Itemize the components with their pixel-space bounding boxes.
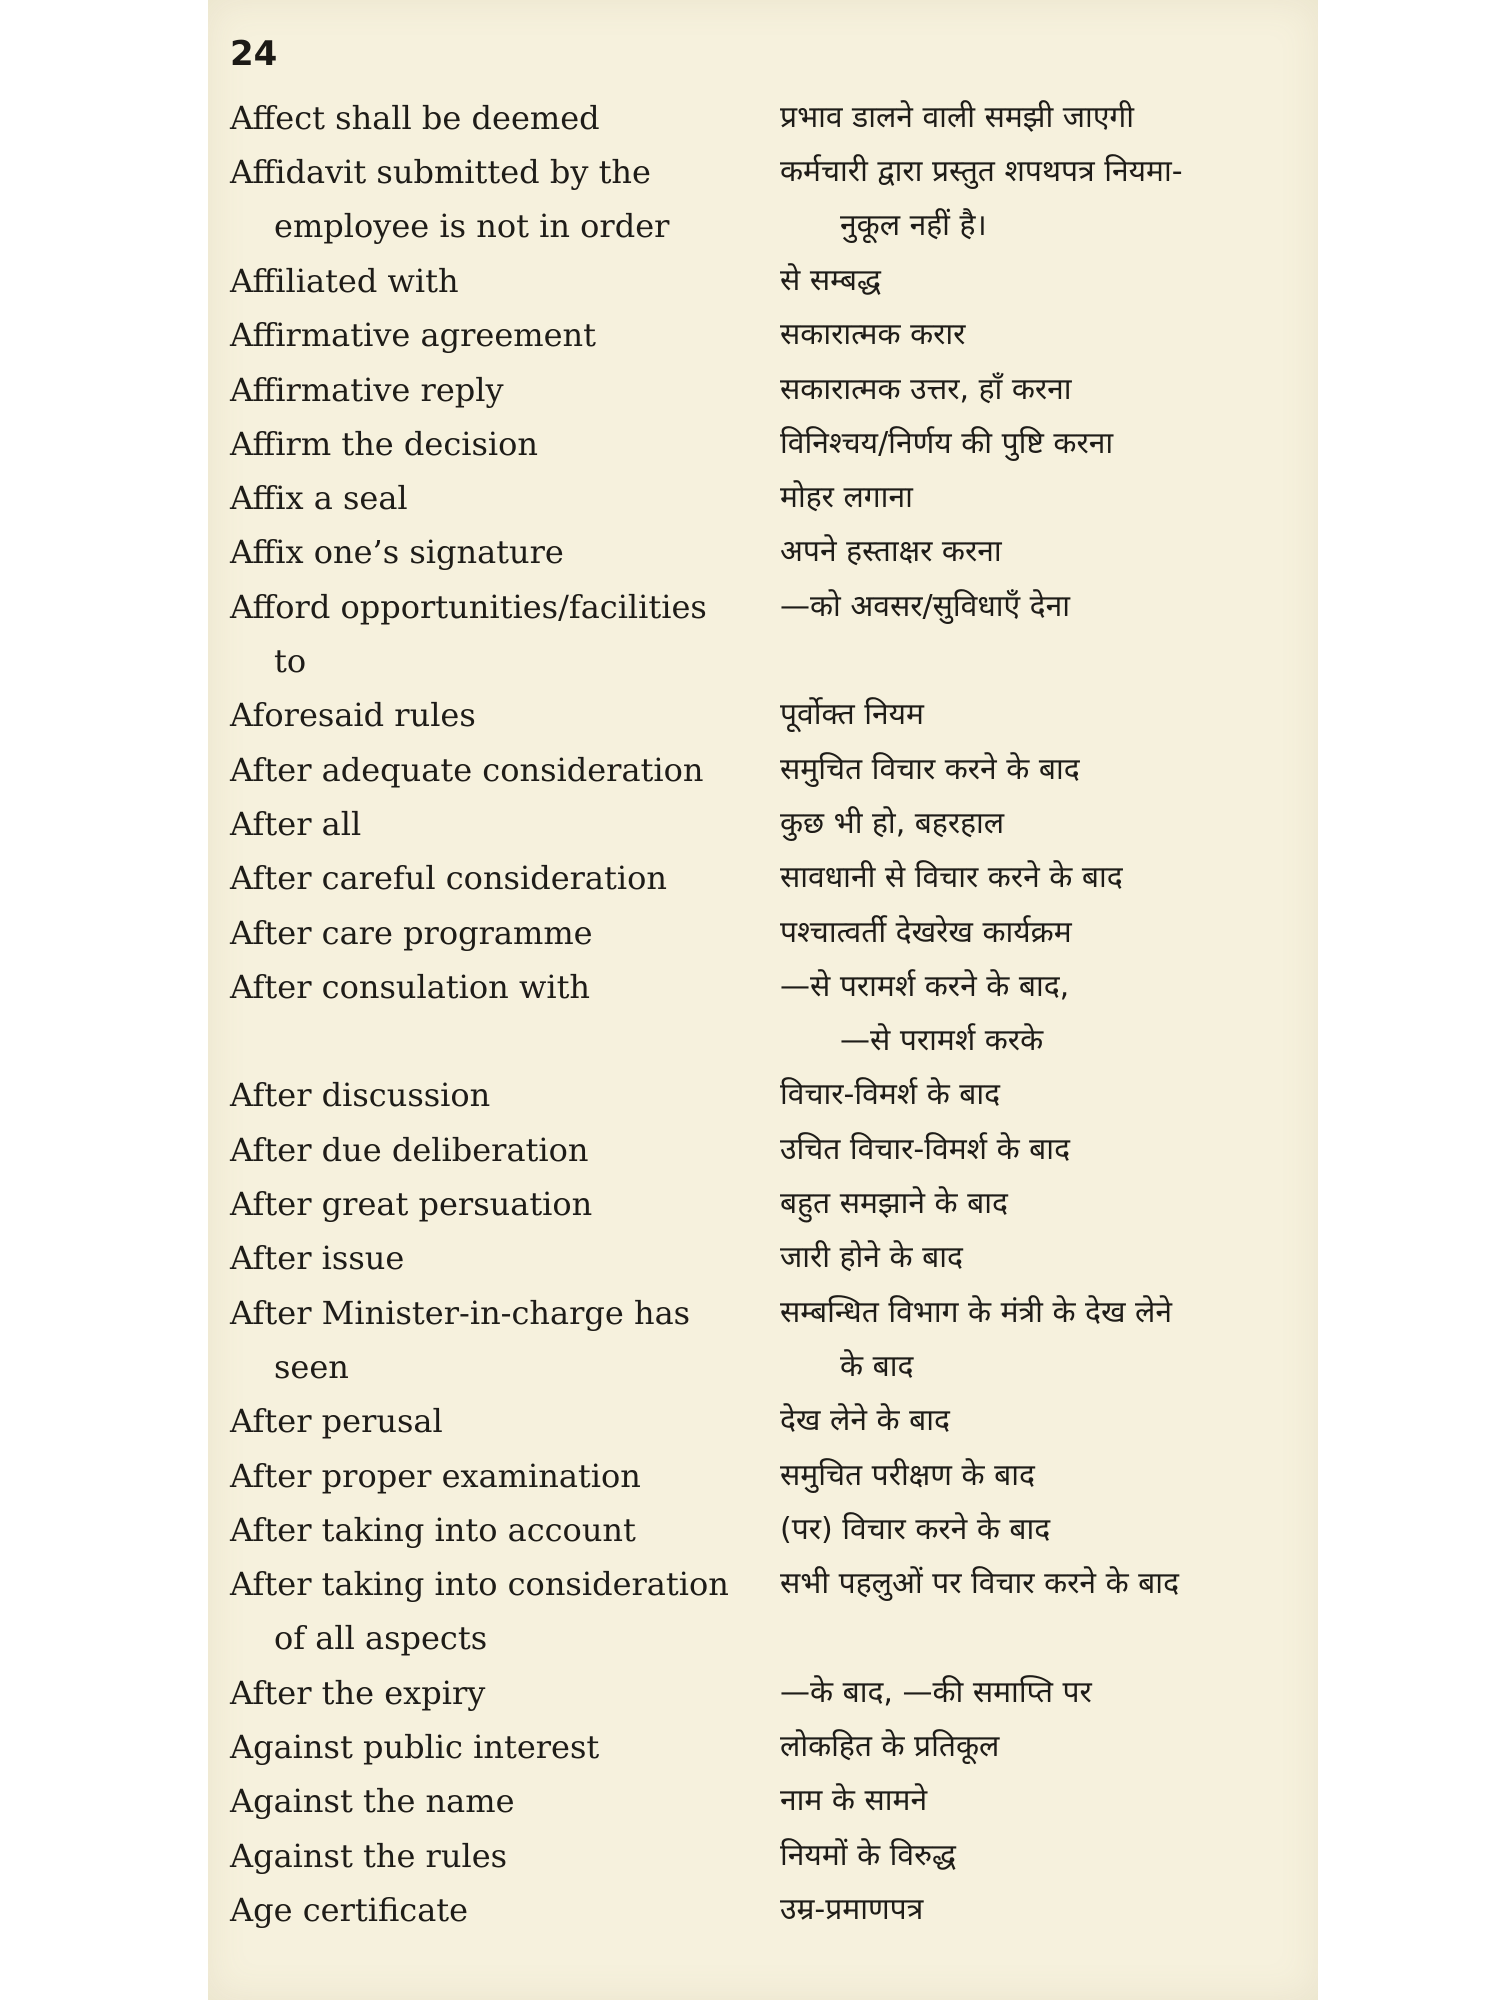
hindi-equivalent-text: पूर्वोक्त नियम bbox=[780, 697, 924, 733]
english-term-text: Against the name bbox=[230, 1782, 515, 1821]
english-term bbox=[230, 525, 750, 579]
hindi-equivalent bbox=[780, 1286, 1300, 1394]
english-term-text: After taking into consideration bbox=[230, 1565, 729, 1604]
hindi-equivalent bbox=[780, 1503, 1300, 1557]
english-term bbox=[230, 1123, 750, 1177]
hindi-equivalent bbox=[780, 1829, 1300, 1883]
hindi-equivalent bbox=[780, 580, 1300, 634]
hindi-equivalent-text: नियमों के विरुद्ध bbox=[780, 1837, 957, 1873]
english-term bbox=[230, 1666, 750, 1720]
hindi-equivalent-continuation: के बाद bbox=[840, 1348, 914, 1384]
hindi-equivalent-text: पश्चात्वर्ती देखरेख कार्यक्रम bbox=[780, 914, 1072, 950]
english-term-continuation: of all aspects bbox=[274, 1619, 488, 1658]
hindi-equivalent bbox=[780, 91, 1300, 145]
english-term-text: After proper examination bbox=[230, 1456, 641, 1495]
english-term-text: Affirmative reply bbox=[230, 370, 504, 409]
hindi-equivalent bbox=[780, 1666, 1300, 1720]
english-term-text: Against public interest bbox=[230, 1728, 600, 1766]
english-term bbox=[230, 1503, 750, 1557]
hindi-equivalent bbox=[780, 688, 1300, 742]
english-term-text: After care programme bbox=[230, 913, 593, 952]
hindi-equivalent bbox=[780, 1177, 1300, 1231]
hindi-equivalent bbox=[780, 797, 1300, 851]
english-term-text: Against the rules bbox=[230, 1836, 508, 1875]
english-term-continuation: seen bbox=[274, 1347, 349, 1386]
hindi-equivalent-text: —से परामर्श करने के बाद, bbox=[780, 968, 1070, 1004]
hindi-equivalent-text: लोकहित के प्रतिकूल bbox=[780, 1729, 1000, 1764]
hindi-equivalent-text: बहुत समझाने के बाद bbox=[780, 1186, 1008, 1221]
hindi-equivalent-text: सकारात्मक करार bbox=[780, 317, 966, 353]
english-term-text: After great persuation bbox=[230, 1185, 593, 1223]
hindi-equivalent-continuation: नुकूल नहीं है। bbox=[840, 208, 987, 244]
english-term-text: After adequate consideration bbox=[230, 750, 704, 789]
hindi-equivalent bbox=[780, 1720, 1300, 1774]
english-term bbox=[230, 1286, 750, 1394]
english-term-text: After consulation with bbox=[230, 967, 591, 1006]
hindi-equivalent-text: विनिश्चय/निर्णय की पुष्टि करना bbox=[780, 425, 1114, 461]
hindi-equivalent bbox=[780, 743, 1300, 797]
english-term bbox=[230, 417, 750, 471]
hindi-equivalent bbox=[780, 417, 1300, 471]
hindi-equivalent-text: सकारात्मक उत्तर, हाँ करना bbox=[780, 371, 1072, 407]
english-term bbox=[230, 1068, 750, 1122]
english-term-continuation: employee is not in order bbox=[274, 207, 670, 246]
hindi-equivalent-text: सावधानी से विचार करने के बाद bbox=[780, 860, 1123, 896]
english-term bbox=[230, 91, 750, 145]
english-term-text: Affiliated with bbox=[230, 261, 459, 300]
english-term-text: Afford opportunities/facilities bbox=[230, 587, 707, 626]
english-term bbox=[230, 1720, 750, 1774]
hindi-equivalent-text: —को अवसर/सुविधाएँ देना bbox=[780, 588, 1071, 624]
hindi-equivalent-continuation: —से परामर्श करके bbox=[840, 1022, 1044, 1058]
english-term bbox=[230, 743, 750, 797]
english-term bbox=[230, 254, 750, 308]
hindi-equivalent-text: उचित विचार-विमर्श के बाद bbox=[780, 1131, 1070, 1167]
english-term-text: After perusal bbox=[230, 1402, 443, 1441]
english-term-text: Affirm the decision bbox=[230, 424, 539, 463]
english-term bbox=[230, 363, 750, 417]
hindi-equivalent bbox=[780, 851, 1300, 905]
english-term-text: Affect shall be deemed bbox=[230, 99, 600, 137]
hindi-equivalent-text: समुचित परीक्षण के बाद bbox=[780, 1457, 1035, 1493]
english-term bbox=[230, 906, 750, 960]
english-term-text: Aforesaid rules bbox=[230, 696, 476, 735]
hindi-equivalent bbox=[780, 960, 1300, 1068]
hindi-equivalent-text: कर्मचारी द्वारा प्रस्तुत शपथपत्र नियमा- bbox=[780, 154, 1183, 190]
hindi-equivalent-text: मोहर लगाना bbox=[780, 480, 913, 516]
hindi-equivalent bbox=[780, 1449, 1300, 1503]
hindi-equivalent bbox=[780, 308, 1300, 362]
english-term-text: After Minister-in-charge has bbox=[230, 1293, 691, 1332]
english-term-text: Affix a seal bbox=[230, 479, 408, 518]
english-term-text: After the expiry bbox=[230, 1673, 486, 1712]
page-number: 24 bbox=[230, 34, 278, 74]
hindi-equivalent bbox=[780, 1394, 1300, 1448]
english-term bbox=[230, 851, 750, 905]
hindi-equivalent-text: से सम्बद्ध bbox=[780, 262, 881, 298]
hindi-equivalent bbox=[780, 1231, 1300, 1285]
english-term bbox=[230, 580, 750, 688]
hindi-equivalent bbox=[780, 145, 1300, 253]
english-term bbox=[230, 1231, 750, 1285]
hindi-equivalent-text: सम्बन्धित विभाग के मंत्री के देख लेने bbox=[780, 1294, 1173, 1330]
english-term-text: After discussion bbox=[230, 1076, 491, 1115]
book-page bbox=[208, 0, 1318, 2000]
english-term bbox=[230, 1394, 750, 1448]
english-term-text: Age certificate bbox=[230, 1890, 469, 1929]
hindi-equivalent bbox=[780, 1123, 1300, 1177]
hindi-equivalent-text: समुचित विचार करने के बाद bbox=[780, 751, 1080, 787]
hindi-equivalent bbox=[780, 906, 1300, 960]
hindi-equivalent-text: जारी होने के बाद bbox=[780, 1240, 963, 1276]
english-term-text: After careful consideration bbox=[230, 859, 667, 898]
hindi-equivalent bbox=[780, 1774, 1300, 1828]
hindi-equivalent-text: सभी पहलुओं पर विचार करने के बाद bbox=[780, 1566, 1180, 1602]
hindi-equivalent bbox=[780, 525, 1300, 579]
hindi-equivalent-text: कुछ भी हो, बहरहाल bbox=[780, 805, 1005, 841]
glossary-entries bbox=[208, 0, 1318, 2000]
english-term-text: After taking into account bbox=[230, 1510, 636, 1549]
english-term bbox=[230, 797, 750, 851]
english-term bbox=[230, 1829, 750, 1883]
hindi-equivalent-text: (पर) विचार करने के बाद bbox=[780, 1511, 1051, 1547]
english-term-text: After due deliberation bbox=[230, 1130, 589, 1169]
hindi-equivalent-text: उम्र-प्रमाणपत्र bbox=[780, 1891, 924, 1927]
english-term-text: Affirmative agreement bbox=[230, 316, 596, 355]
english-term bbox=[230, 688, 750, 742]
hindi-equivalent-text: नाम के सामने bbox=[780, 1783, 928, 1819]
hindi-equivalent-text: —के बाद, —की समाप्ति पर bbox=[780, 1674, 1092, 1710]
english-term bbox=[230, 145, 750, 253]
hindi-equivalent-text: प्रभाव डालने वाली समझी जाएगी bbox=[780, 100, 1135, 135]
english-term-text: Affidavit submitted by the bbox=[230, 153, 651, 192]
hindi-equivalent bbox=[780, 254, 1300, 308]
english-term bbox=[230, 308, 750, 362]
english-term bbox=[230, 1774, 750, 1828]
english-term-text: After all bbox=[230, 804, 362, 843]
hindi-equivalent bbox=[780, 1068, 1300, 1122]
hindi-equivalent-text: देख लेने के बाद bbox=[780, 1403, 950, 1439]
english-term-continuation: to bbox=[274, 641, 307, 680]
english-term-text: Affix one’s signature bbox=[230, 533, 564, 572]
english-term bbox=[230, 1449, 750, 1503]
english-term bbox=[230, 1177, 750, 1231]
hindi-equivalent bbox=[780, 1557, 1300, 1611]
english-term-text: After issue bbox=[230, 1239, 405, 1278]
hindi-equivalent-text: अपने हस्ताक्षर करना bbox=[780, 534, 1002, 570]
english-term bbox=[230, 1883, 750, 1937]
english-term bbox=[230, 471, 750, 525]
hindi-equivalent bbox=[780, 1883, 1300, 1937]
english-term bbox=[230, 1557, 750, 1665]
hindi-equivalent bbox=[780, 363, 1300, 417]
english-term bbox=[230, 960, 750, 1014]
hindi-equivalent bbox=[780, 471, 1300, 525]
hindi-equivalent-text: विचार-विमर्श के बाद bbox=[780, 1077, 1001, 1113]
